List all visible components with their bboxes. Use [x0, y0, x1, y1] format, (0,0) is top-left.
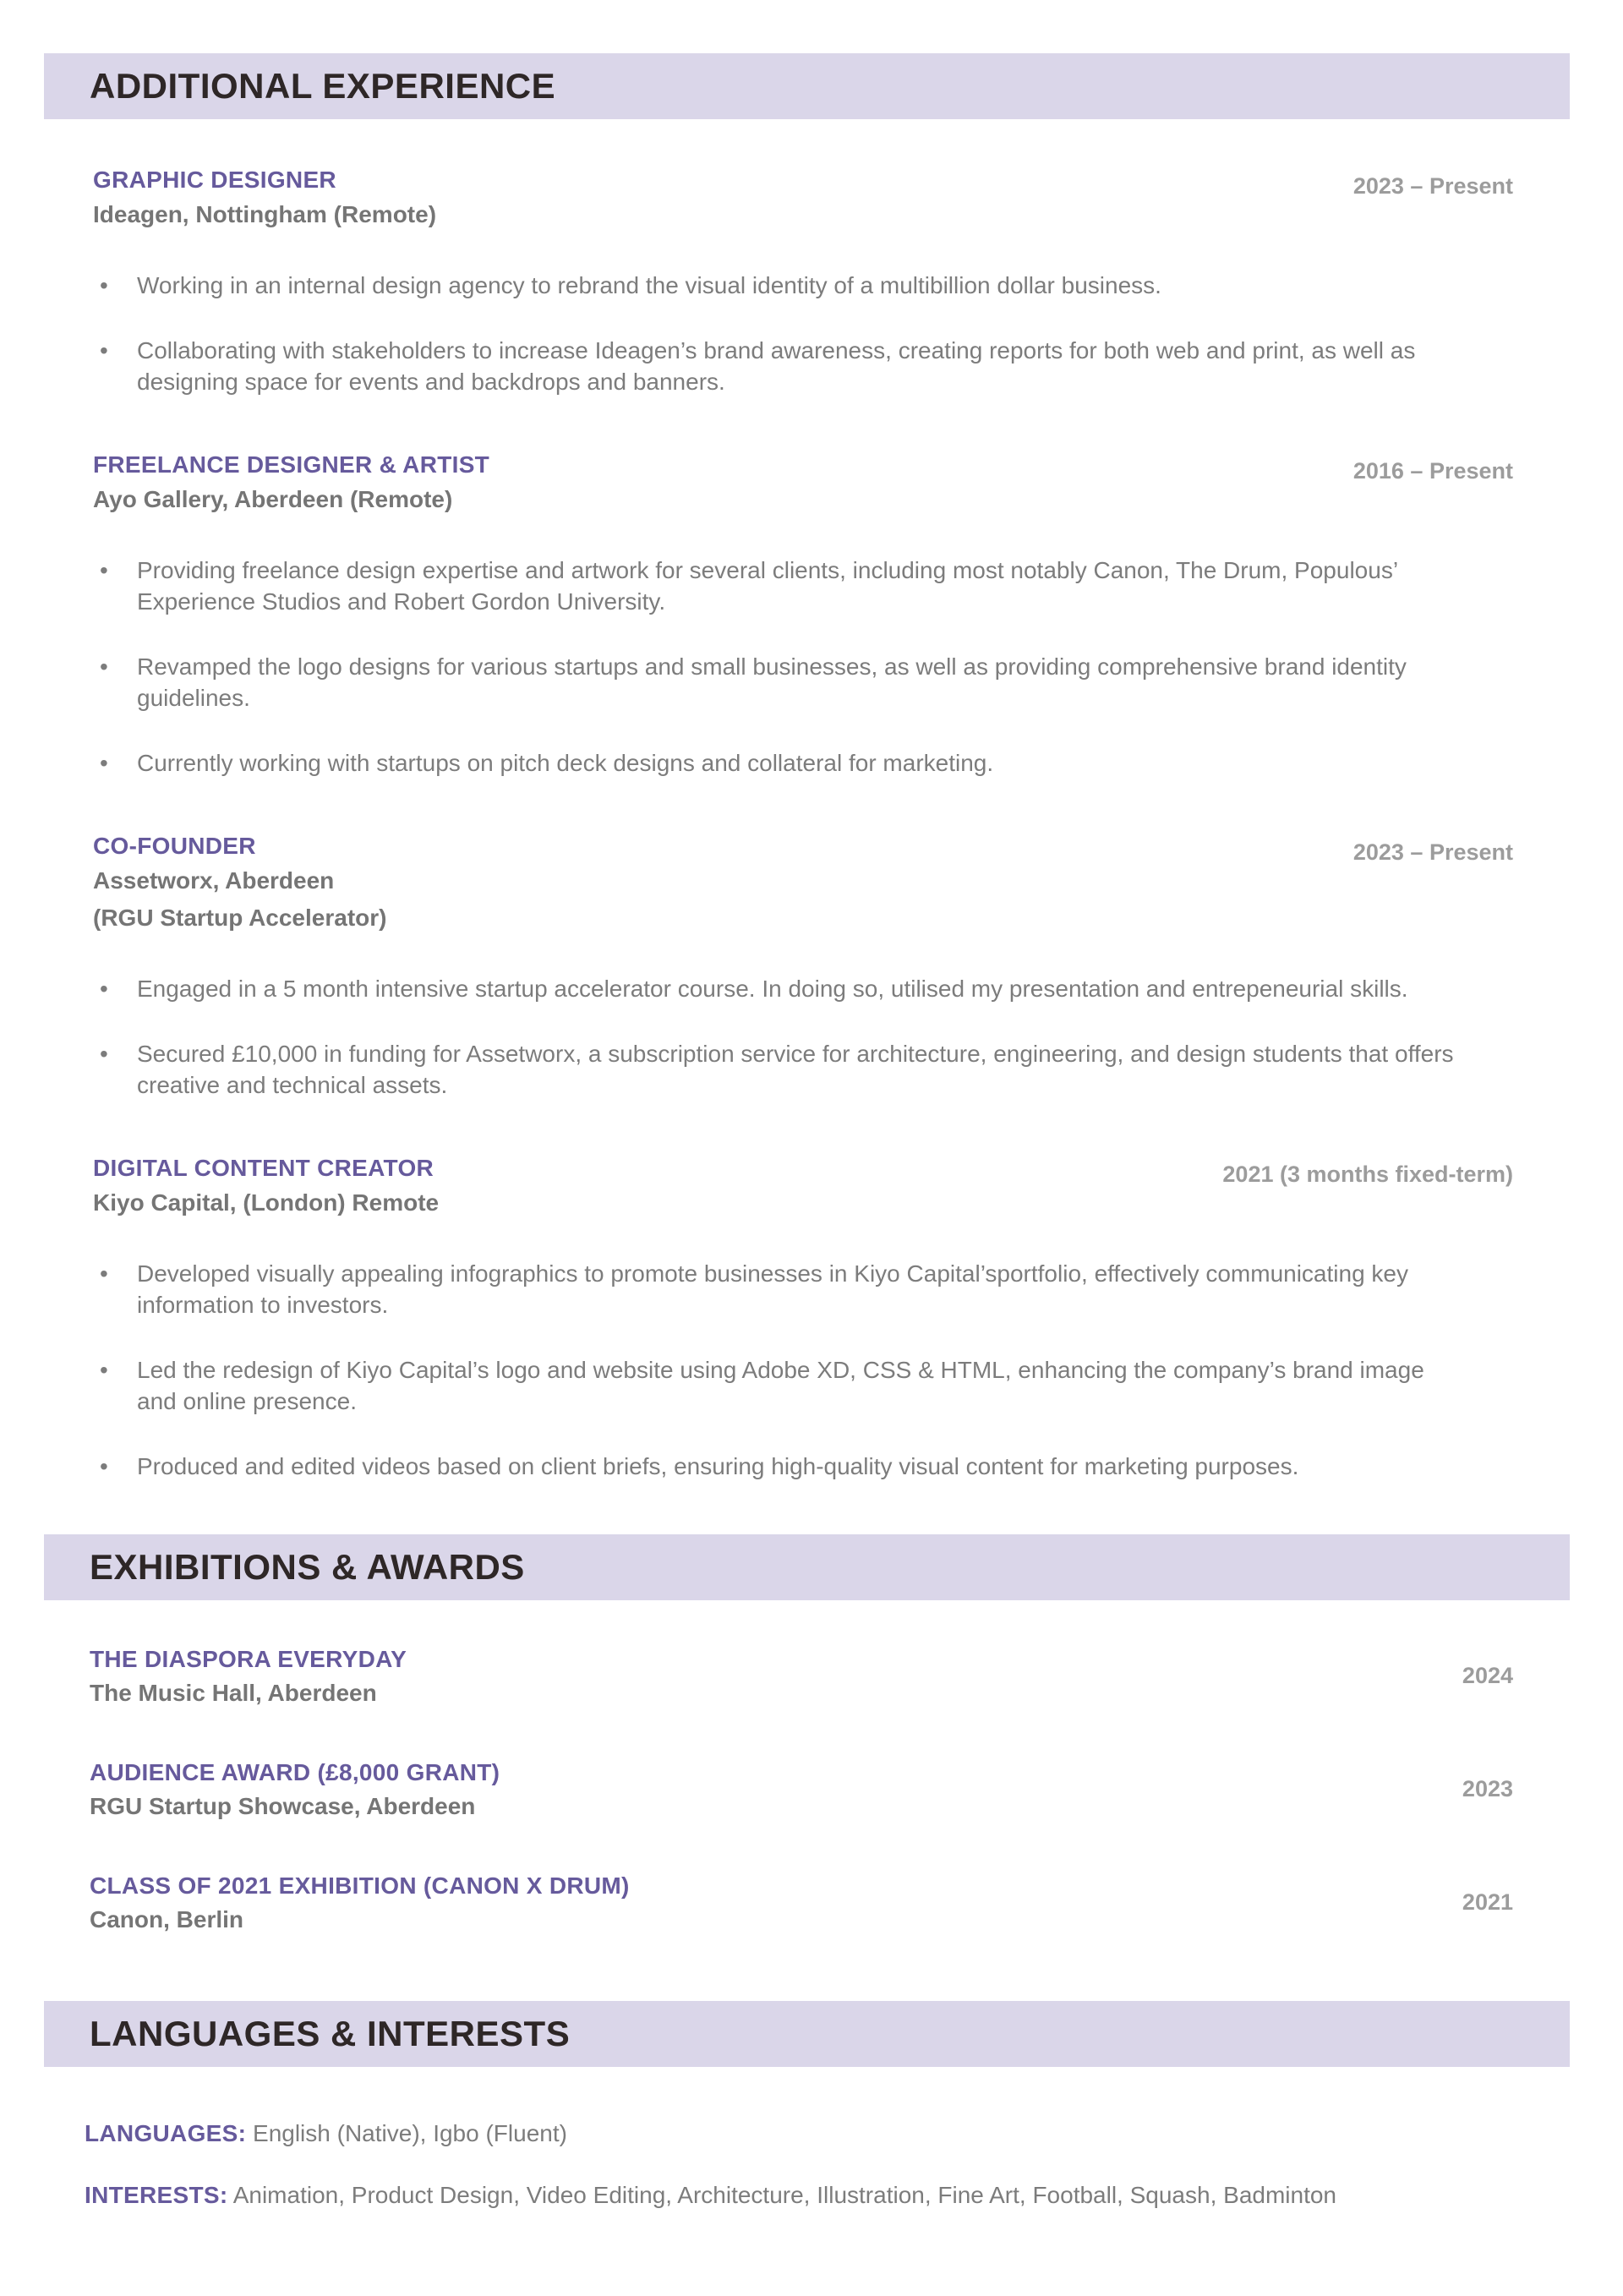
job-bullet: • Engaged in a 5 month intensive startup accelerator course. In doing so, utilised my presentation and entrepeneurial skills.	[93, 973, 1462, 1004]
award-year: 2023	[1462, 1776, 1513, 1802]
job-bullet: • Developed visually appealing infographics to promote businesses in Kiyo Capital’sportfolio, effectively communicating key information to investors.	[93, 1258, 1462, 1320]
languages-interests-rows	[85, 2118, 1513, 2211]
job-bullet: • Currently working with startups on pitch deck designs and collateral for marketing.	[93, 747, 1462, 779]
job-header	[93, 833, 1513, 934]
job-dates: 2016 – Present	[1352, 457, 1513, 484]
job-company: Ideagen, Nottingham (Remote)	[93, 201, 437, 227]
award-year: 2024	[1462, 1663, 1513, 1689]
job-company: Ayo Gallery, Aberdeen (Remote)	[93, 485, 453, 512]
award-title: CLASS OF 2021 EXHIBITION (CANON X DRUM)	[90, 1872, 630, 1899]
languages-row	[85, 2118, 1513, 2149]
job-identity	[93, 1155, 439, 1219]
job-company: Assetworx, Aberdeen	[93, 866, 335, 894]
job-entry-digital-content-creator	[93, 1155, 1513, 1482]
interests-value: Animation, Product Design, Video Editing, Architecture, Illustration, Fine Art, Football, Squash, Badminton	[232, 2181, 1336, 2208]
job-dates: 2021 (3 months fixed-term)	[1222, 1161, 1513, 1187]
job-bullet: • Collaborating with stakeholders to increase Ideagen’s brand awareness, creating reports for both web and print, as well as designing space for events and backdrops and banners.	[93, 335, 1462, 397]
job-bullet-list	[93, 973, 1513, 1101]
award-venue: RGU Startup Showcase, Aberdeen	[90, 1792, 476, 1819]
job-title: CO-FOUNDER	[93, 832, 256, 859]
job-bullet: • Working in an internal design agency to rebrand the visual identity of a multibillion dollar business.	[93, 270, 1462, 301]
job-bullet: • Produced and edited videos based on client briefs, ensuring high-quality visual content for marketing purposes.	[93, 1451, 1462, 1482]
job-title: FREELANCE DESIGNER & ARTIST	[93, 451, 490, 478]
interests-row	[85, 2179, 1513, 2211]
section-heading: LANGUAGES & INTERESTS	[90, 2013, 571, 2053]
job-identity	[93, 833, 386, 934]
award-entry-class-of-2021	[90, 1872, 1513, 1933]
additional-experience-heading-band	[44, 53, 1570, 119]
award-entry-diaspora-everyday	[90, 1646, 1513, 1707]
languages-interests-heading-band	[44, 2001, 1570, 2067]
job-dates: 2023 – Present	[1352, 173, 1513, 199]
section-heading: EXHIBITIONS & AWARDS	[90, 1546, 525, 1587]
job-entry-graphic-designer	[93, 167, 1513, 397]
job-bullet: • Led the redesign of Kiyo Capital’s logo and website using Adobe XD, CSS & HTML, enhancing the company’s brand image and online presence.	[93, 1354, 1462, 1417]
award-title: AUDIENCE AWARD (£8,000 GRANT)	[90, 1758, 500, 1785]
job-company-line2: (RGU Startup Accelerator)	[93, 904, 387, 931]
job-company: Kiyo Capital, (London) Remote	[93, 1189, 440, 1216]
award-identity	[90, 1759, 500, 1820]
award-year: 2021	[1462, 1889, 1513, 1916]
award-venue: Canon, Berlin	[90, 1905, 244, 1932]
job-bullet-list	[93, 555, 1513, 779]
award-venue: The Music Hall, Aberdeen	[90, 1679, 377, 1706]
job-dates: 2023 – Present	[1352, 839, 1513, 865]
job-entry-freelance-designer	[93, 451, 1513, 779]
job-bullet: • Secured £10,000 in funding for Assetworx, a subscription service for architecture, engineering, and design students that offers creative and technical assets.	[93, 1038, 1462, 1101]
award-identity	[90, 1872, 630, 1933]
languages-label: LANGUAGES:	[85, 2119, 247, 2146]
job-identity	[93, 167, 436, 231]
job-bullet-list	[93, 270, 1513, 397]
languages-value: English (Native), Igbo (Fluent)	[253, 2119, 567, 2146]
job-bullet: • Providing freelance design expertise and artwork for several clients, including most notably Canon, The Drum, Populous’ Experience Studios and Robert Gordon University.	[93, 555, 1462, 617]
job-header	[93, 167, 1513, 231]
job-identity	[93, 451, 489, 516]
job-title: DIGITAL CONTENT CREATOR	[93, 1154, 434, 1181]
section-languages-interests	[0, 2001, 1623, 2211]
job-bullet-list	[93, 1258, 1513, 1482]
awards-list	[90, 1646, 1513, 1933]
job-header	[93, 1155, 1513, 1219]
award-identity	[90, 1646, 407, 1707]
job-entry-co-founder	[93, 833, 1513, 1101]
award-title: THE DIASPORA EVERYDAY	[90, 1645, 407, 1672]
job-bullet: • Revamped the logo designs for various startups and small businesses, as well as providing comprehensive brand identity guidelines.	[93, 651, 1462, 713]
interests-label: INTERESTS:	[85, 2181, 228, 2208]
award-entry-audience-award	[90, 1759, 1513, 1820]
job-title: GRAPHIC DESIGNER	[93, 167, 336, 193]
section-exhibitions-awards	[0, 1534, 1623, 1933]
section-heading: ADDITIONAL EXPERIENCE	[90, 66, 556, 106]
job-header	[93, 451, 1513, 516]
exhibitions-awards-heading-band	[44, 1534, 1570, 1600]
